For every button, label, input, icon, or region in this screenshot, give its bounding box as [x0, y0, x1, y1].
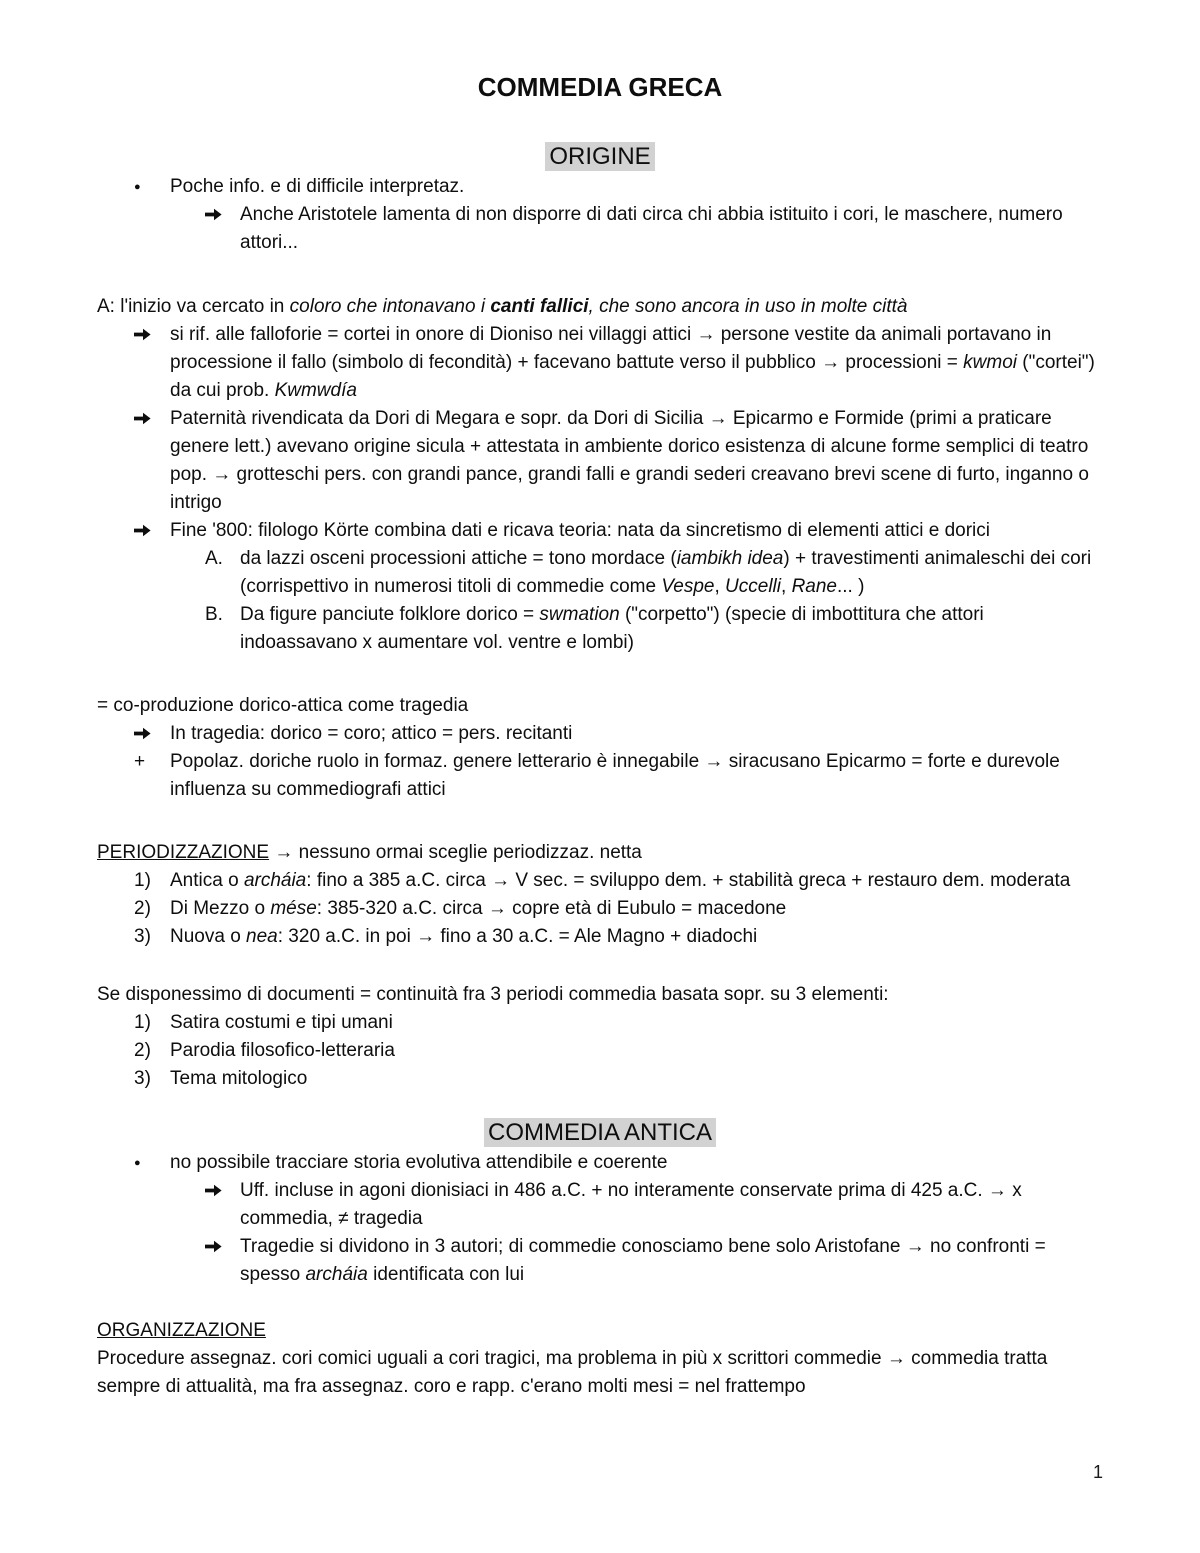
text-run: Paternità rivendicata da Dori di Megara e sopr. da Dori di Sicilia → Epicarmo e Formide (primi a praticare genere lett.) avevano origine sicula + attestata in ambiente dorico esistenza di alcune forme semplici di teatro pop. → grotteschi pers. con grandi pance, grandi falli e grandi sederi creavano brevi scene di furto, inganno o intrigo: [170, 408, 1089, 513]
list-item-text: [170, 748, 1103, 804]
list-item-text: [240, 545, 1103, 601]
text-run: coloro che intonavano i: [289, 296, 491, 317]
text-run: ("cortei") da cui prob.: [170, 352, 1095, 401]
text-run: iambikh idea: [676, 548, 784, 569]
text-run: Nuova o: [170, 926, 247, 947]
text-run: : 320 a.C. in poi → fino a 30 a.C. = Ale Magno + diadochi: [277, 926, 758, 947]
list-item: [97, 867, 1103, 895]
text-run: ,: [781, 576, 792, 597]
list-item-text: [170, 173, 1103, 201]
text-run: Vespe: [661, 576, 715, 597]
section-heading: [97, 1117, 1103, 1149]
list-item: [97, 601, 1103, 657]
arrow-bullet-icon: [205, 1233, 240, 1261]
text-run: Tema mitologico: [170, 1068, 308, 1089]
text-run: archáia: [243, 870, 307, 891]
arrow-bullet-icon: [134, 720, 170, 748]
text-run: : fino a 385 a.C. circa → V sec. = sviluppo dem. + stabilità greca + restauro dem. moderata: [306, 870, 1071, 891]
list-marker: B.: [205, 604, 223, 625]
paragraph: [97, 692, 1103, 720]
arrow-bullet-icon: [134, 405, 170, 433]
list-marker: 1): [134, 870, 151, 891]
bullet-icon: ●: [134, 181, 141, 193]
list-item-text: [170, 895, 1103, 923]
heading-highlight: [484, 1118, 716, 1147]
spacer: [97, 1093, 1103, 1117]
text-run: swmation: [539, 604, 620, 625]
text-run: A: l'inizio va cercato in: [97, 296, 290, 317]
spacer: [97, 657, 1103, 692]
text-run: da lazzi osceni processioni attiche = tono mordace (: [240, 548, 677, 569]
list-item-text: [170, 321, 1103, 405]
paragraph: [97, 1317, 1103, 1345]
text-run: kwmoi: [963, 352, 1017, 373]
list-item-text: [170, 923, 1103, 951]
list-item: [97, 405, 1103, 517]
list-item: [97, 517, 1103, 545]
text-run: → nessuno ormai sceglie periodizzaz. netta: [269, 842, 642, 863]
text-run: COMMEDIA GRECA: [477, 72, 723, 102]
list-item: [97, 1177, 1103, 1233]
text-run: Fine '800: filologo Körte combina dati e ricava teoria: nata da sincretismo di elementi attici e dorici: [170, 520, 990, 541]
text-run: mése: [270, 898, 317, 919]
text-run: canti fallici: [490, 296, 589, 317]
list-item: [97, 1065, 1103, 1093]
list-marker: A.: [205, 548, 223, 569]
list-item: [97, 173, 1103, 201]
list-item-text: [240, 1177, 1103, 1233]
list-marker: 1): [134, 1012, 151, 1033]
page-number: 1: [1092, 1462, 1103, 1482]
heading-highlight: [545, 142, 654, 171]
text-run: : 385-320 a.C. circa → copre età di Eubulo = macedone: [316, 898, 787, 919]
text-run: Parodia filosofico-letteraria: [170, 1040, 395, 1061]
spacer: [97, 1289, 1103, 1317]
list-marker: 3): [134, 926, 151, 947]
text-run: COMMEDIA ANTICA: [487, 1119, 713, 1146]
text-run: Da figure panciute folklore dorico =: [240, 604, 540, 625]
text-run: identificata con lui: [367, 1264, 525, 1285]
text-run: si rif. alle falloforie = cortei in onore di Dioniso nei villaggi attici → persone vestite da animali portavano in processione il fallo (simbolo di fecondità) + facevano battute verso il pubblico → processioni =: [170, 324, 1052, 373]
list-item-text: [170, 1009, 1103, 1037]
text-run: Uccelli: [725, 576, 781, 597]
spacer: [97, 102, 1103, 141]
list-marker: 3): [134, 1068, 151, 1089]
list-item: [97, 923, 1103, 951]
list-item-text: [170, 405, 1103, 517]
list-item-text: [240, 201, 1103, 257]
text-run: nea: [246, 926, 278, 947]
list-item-text: [170, 867, 1103, 895]
text-run: In tragedia: dorico = coro; attico = pers. recitanti: [170, 723, 573, 744]
section-heading: [97, 141, 1103, 173]
paragraph: [97, 981, 1103, 1009]
text-run: ORGANIZZAZIONE: [97, 1320, 266, 1341]
text-run: ,: [714, 576, 726, 597]
list-item-text: [170, 1065, 1103, 1093]
list-marker: +: [134, 751, 146, 772]
spacer: [97, 257, 1103, 293]
text-run: Rane: [791, 576, 837, 597]
arrow-bullet-icon: [205, 1177, 240, 1205]
text-run: ... ): [836, 576, 865, 597]
list-item-text: [240, 601, 1103, 657]
bullet-icon: ●: [134, 1157, 141, 1169]
list-item-text: [170, 1149, 1103, 1177]
list-item: [97, 1009, 1103, 1037]
list-item: [97, 201, 1103, 257]
paragraph: [97, 1345, 1103, 1401]
text-run: Anche Aristotele lamenta di non disporre di dati circa chi abbia istituito i cori, le maschere, numero attori...: [240, 204, 1063, 253]
text-run: ORIGINE: [549, 143, 651, 170]
document-title: [97, 72, 1103, 102]
text-run: , che sono ancora in uso in molte città: [588, 296, 908, 317]
arrow-bullet-icon: [134, 321, 170, 349]
list-item-text: [240, 1233, 1103, 1289]
text-run: archáia: [305, 1264, 368, 1285]
paragraph: [97, 293, 1103, 321]
text-run: Uff. incluse in agoni dionisiaci in 486 a.C. + no interamente conservate prima di 425 a.C. → x commedia, ≠ tragedia: [240, 1180, 1022, 1229]
text-run: Popolaz. doriche ruolo in formaz. genere letterario è innegabile → siracusano Epicarmo = forte e durevole influenza su commediografi attici: [170, 751, 1060, 800]
list-marker: 2): [134, 898, 151, 919]
spacer: [97, 951, 1103, 981]
spacer: [97, 804, 1103, 839]
list-item-text: [170, 720, 1103, 748]
text-run: Kwmwdía: [274, 380, 357, 401]
list-item: [97, 1149, 1103, 1177]
arrow-bullet-icon: [134, 517, 170, 545]
list-item: [97, 545, 1103, 601]
text-run: Satira costumi e tipi umani: [170, 1012, 393, 1033]
list-item: [97, 1037, 1103, 1065]
arrow-bullet-icon: [205, 201, 240, 229]
list-item: [97, 748, 1103, 804]
list-item: [97, 321, 1103, 405]
text-run: Procedure assegnaz. cori comici uguali a cori tragici, ma problema in più x scrittori commedie → commedia tratta sempre di attualità, ma fra assegnaz. coro e rapp. c'erano molti mesi = nel frattempo: [97, 1348, 1048, 1397]
text-run: Poche info. e di difficile interpretaz.: [170, 176, 465, 197]
text-run: Tragedie si dividono in 3 autori; di commedie conosciamo bene solo Aristofane → no confronti = spesso: [240, 1236, 1046, 1285]
text-run: = co-produzione dorico-attica come tragedia: [97, 695, 469, 716]
text-run: no possibile tracciare storia evolutiva attendibile e coerente: [170, 1152, 668, 1173]
list-item-text: [170, 1037, 1103, 1065]
list-item-text: [170, 517, 1103, 545]
paragraph: [97, 839, 1103, 867]
list-item: [97, 1233, 1103, 1289]
text-run: ) + travestimenti animaleschi dei cori (corrispettivo in numerosi titoli di commedie come: [240, 548, 1092, 597]
text-run: Antica o: [170, 870, 244, 891]
list-item: [97, 895, 1103, 923]
list-marker: 2): [134, 1040, 151, 1061]
text-run: ("corpetto") (specie di imbottitura che attori indoassavano x aumentare vol. ventre e lombi): [240, 604, 984, 653]
text-run: Di Mezzo o: [170, 898, 271, 919]
text-run: PERIODIZZAZIONE: [97, 842, 270, 863]
text-run: Se disponessimo di documenti = continuità fra 3 periodi commedia basata sopr. su 3 elementi:: [97, 984, 889, 1005]
list-item: [97, 720, 1103, 748]
